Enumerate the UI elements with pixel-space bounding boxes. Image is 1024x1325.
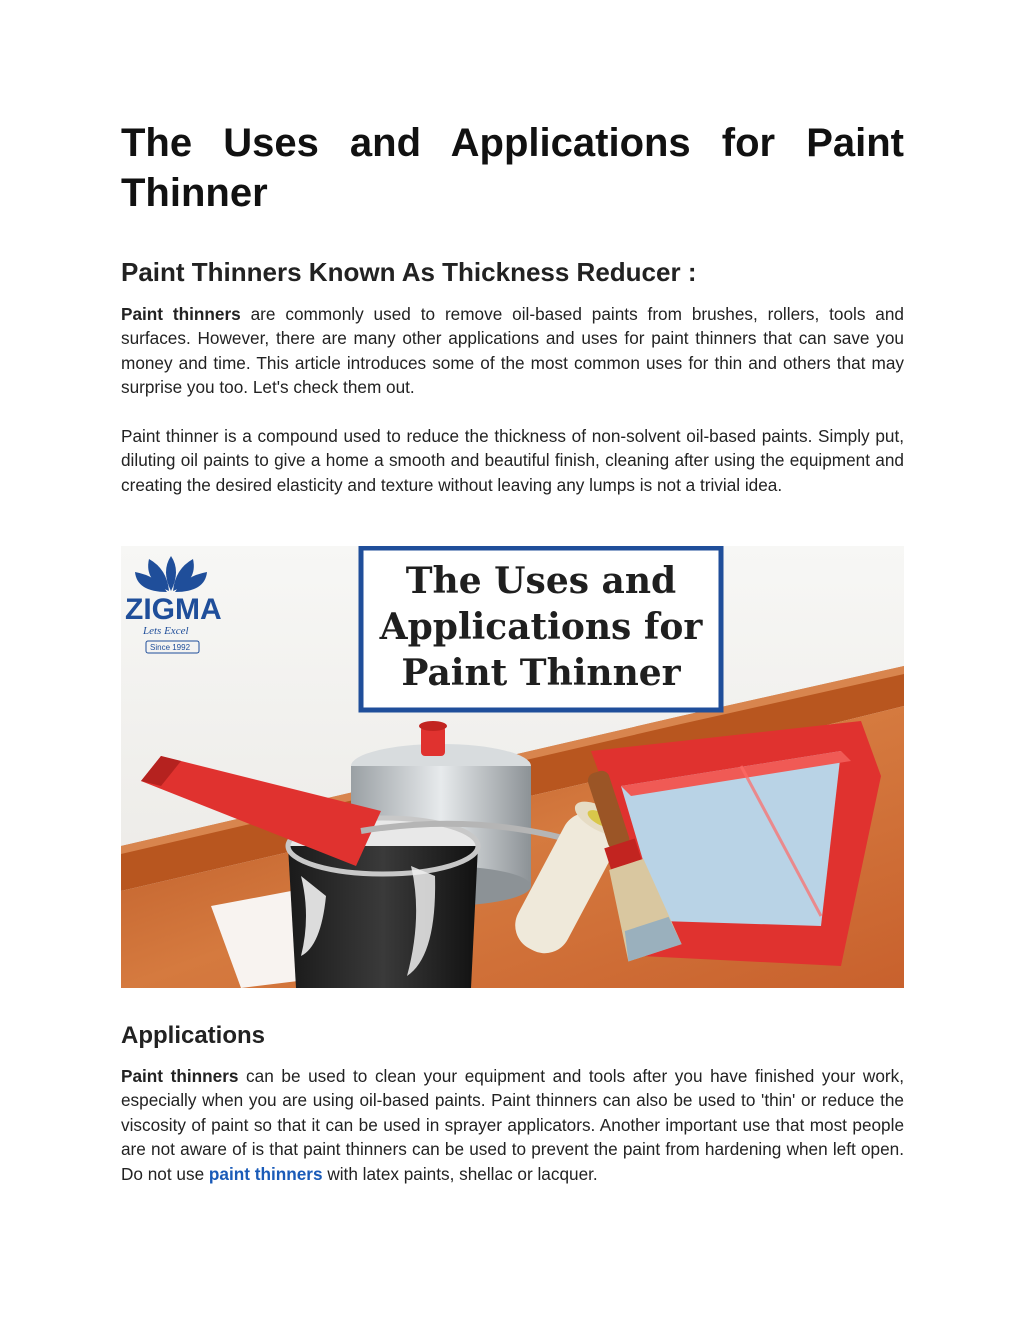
paragraph-intro-text: are commonly used to remove oil-based paints from brushes, rollers, tools and surfaces. However, there are many other applications and uses for paint thinners that can save you money and time. This article introduces some of the most common uses for thin and others that may surprise you too. Let's check them out. <box>121 304 904 398</box>
section-heading-thickness-reducer: Paint Thinners Known As Thickness Reducer : <box>121 257 697 287</box>
logo-tagline: Lets Excel <box>143 625 189 637</box>
paragraph-intro <box>121 302 904 400</box>
paragraph-applications-bold: Paint thinners <box>121 1066 239 1086</box>
logo-since: Since 1992 <box>150 643 191 652</box>
banner-line-3: Paint Thinner <box>401 652 681 694</box>
section-heading-applications: Applications <box>121 1022 266 1049</box>
paragraph-intro-bold: Paint thinners <box>121 304 241 324</box>
banner-line-1: The Uses and <box>405 560 677 602</box>
paragraph-applications-text-a: can be used to clean your equipment and tools after you have finished your work, especially when you are using oil-based paints. Paint thinners can also be used to 'thin' or reduce the viscosity of paint so that it can be used in sprayer applicators. Another important use that most people are not aware of is that paint thinners can be used to prevent the paint from hardening when left open. Do not use <box>121 1066 904 1184</box>
paragraph-applications-text-b: with latex paints, shellac or lacquer. <box>322 1163 598 1184</box>
hero-image <box>121 546 904 988</box>
paragraph-applications <box>121 1064 904 1186</box>
banner-line-2: Applications for <box>379 606 703 648</box>
title-banner <box>361 548 721 710</box>
page-title: The Uses and Applications for Paint Thinner <box>121 121 904 215</box>
paint-thinners-link[interactable]: paint thinners <box>208 1163 323 1184</box>
logo-name: ZIGMA <box>125 593 222 626</box>
paragraph-definition: Paint thinner is a compound used to reduce the thickness of non-solvent oil-based paints. Simply put, diluting oil paints to give a home a smooth and beautiful finish, cleaning after using the equipment and creating the desired elasticity and texture without leaving any lumps is not a trivial idea. <box>121 426 904 495</box>
